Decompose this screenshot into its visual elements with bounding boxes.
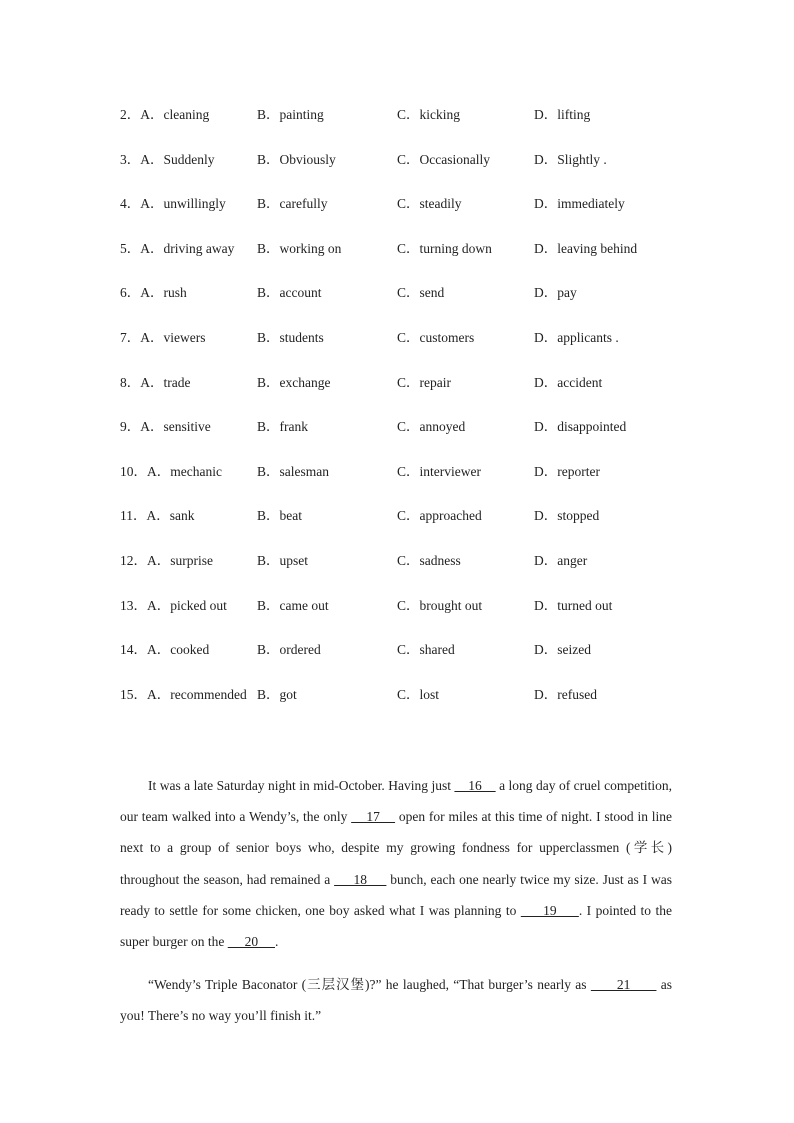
option-b: B．working on — [257, 240, 342, 256]
option-b: B．frank — [257, 419, 308, 435]
option-a: 2．A．cleaning — [120, 107, 210, 122]
blank-18: 18 — [334, 871, 387, 887]
option-c: C．steadily — [397, 196, 462, 212]
question-row — [120, 192, 680, 237]
question-row — [120, 549, 680, 594]
question-row — [120, 415, 680, 460]
option-c: C．repair — [397, 374, 451, 390]
option-a: 12．A．surprise — [120, 552, 213, 568]
option-b: B．carefully — [257, 196, 328, 212]
option-d: D．refused — [534, 686, 597, 702]
option-b: B．students — [257, 329, 324, 345]
option-c: C．customers — [397, 329, 475, 345]
option-c: C．turning down — [397, 240, 492, 256]
question-list — [120, 103, 680, 727]
option-d: D．lifting — [534, 107, 591, 122]
option-c: C．annoyed — [397, 419, 466, 435]
option-b: B．came out — [257, 597, 329, 613]
question-row — [120, 371, 680, 416]
option-d: D．accident — [534, 374, 603, 390]
blank-21: 21 — [590, 977, 657, 993]
option-c: C．shared — [397, 642, 455, 658]
option-b: B．upset — [257, 552, 309, 568]
question-row — [120, 103, 680, 148]
option-d: D．pay — [534, 285, 577, 301]
option-a: 6．A．rush — [120, 285, 187, 301]
passage-paragraph-2 — [120, 969, 672, 1031]
option-c: C．send — [397, 285, 445, 301]
option-c: C．Occasionally — [397, 151, 490, 167]
option-a: 14．A．cooked — [120, 642, 210, 658]
blank-16: 16 — [454, 778, 496, 793]
option-a: 5．A．driving away — [120, 240, 235, 256]
option-b: B．salesman — [257, 463, 329, 479]
passage-text: bunch, each one nearly twice my size. Just as I was ready to settle for some chicken, one boy asked what I was planning to — [120, 871, 672, 918]
question-row — [120, 460, 680, 505]
option-d: D．seized — [534, 642, 591, 658]
option-a: 4．A．unwillingly — [120, 196, 226, 212]
passage-paragraph-1 — [120, 770, 672, 957]
option-d: D．disappointed — [534, 419, 627, 435]
question-row — [120, 638, 680, 683]
blank-20: 20 — [227, 934, 275, 950]
blank-17: 17 — [351, 809, 396, 825]
option-a: 13．A．picked out — [120, 597, 227, 613]
option-a: 10．A．mechanic — [120, 463, 222, 479]
option-b: B．ordered — [257, 642, 321, 658]
option-a: 9．A．sensitive — [120, 419, 211, 435]
passage-text: . — [274, 934, 279, 950]
question-row — [120, 281, 680, 326]
option-a: 8．A．trade — [120, 374, 191, 390]
blank-19: 19 — [520, 902, 579, 918]
option-d: D．reporter — [534, 463, 600, 479]
option-d: D．stopped — [534, 508, 600, 524]
option-c: C．lost — [397, 686, 440, 702]
passage-text: a long day of cruel competition, our team walked into a Wendy’s, the only — [120, 778, 672, 825]
question-row — [120, 594, 680, 639]
option-c: C．approached — [397, 508, 482, 524]
question-row — [120, 237, 680, 282]
passage-text: “Wendy’s Triple Baconator (三层汉堡)?” he laughed, “That burger’s nearly as — [148, 977, 591, 993]
option-a: 7．A．viewers — [120, 329, 206, 345]
option-b: B．Obviously — [257, 151, 336, 167]
option-d: D．Slightly . — [534, 151, 607, 167]
option-b: B．beat — [257, 508, 302, 524]
passage-text: as you! There’s no way you’ll finish it.” — [120, 977, 673, 1024]
option-a: 15．A．recommended — [120, 686, 247, 702]
question-row — [120, 504, 680, 549]
option-c: C．kicking — [397, 107, 460, 122]
option-c: C．interviewer — [397, 463, 481, 479]
option-a: 11．A．sank — [120, 508, 195, 524]
option-d: D．immediately — [534, 196, 625, 212]
option-b: B．painting — [257, 107, 324, 122]
option-d: D．anger — [534, 552, 588, 568]
reading-passage — [120, 770, 672, 1032]
option-c: C．brought out — [397, 597, 483, 613]
passage-text: It was a late Saturday night in mid-October. Having just — [148, 778, 455, 793]
option-b: B．exchange — [257, 374, 331, 390]
option-a: 3．A．Suddenly — [120, 151, 215, 167]
passage-text: . I pointed to the super burger on the — [120, 902, 673, 950]
option-d: D．turned out — [534, 597, 613, 613]
option-d: D．leaving behind — [534, 240, 638, 256]
option-b: B．got — [257, 686, 297, 702]
passage-text: open for miles at this time of night. I stood in line next to a group of senior boys who, despite my growing fondness for upperclassmen (学长) throughout the season, had remained a — [120, 809, 673, 887]
option-d: D．applicants . — [534, 329, 619, 345]
question-row — [120, 326, 680, 371]
option-c: C．sadness — [397, 552, 461, 568]
option-b: B．account — [257, 285, 322, 301]
question-row — [120, 148, 680, 193]
question-row — [120, 683, 680, 728]
